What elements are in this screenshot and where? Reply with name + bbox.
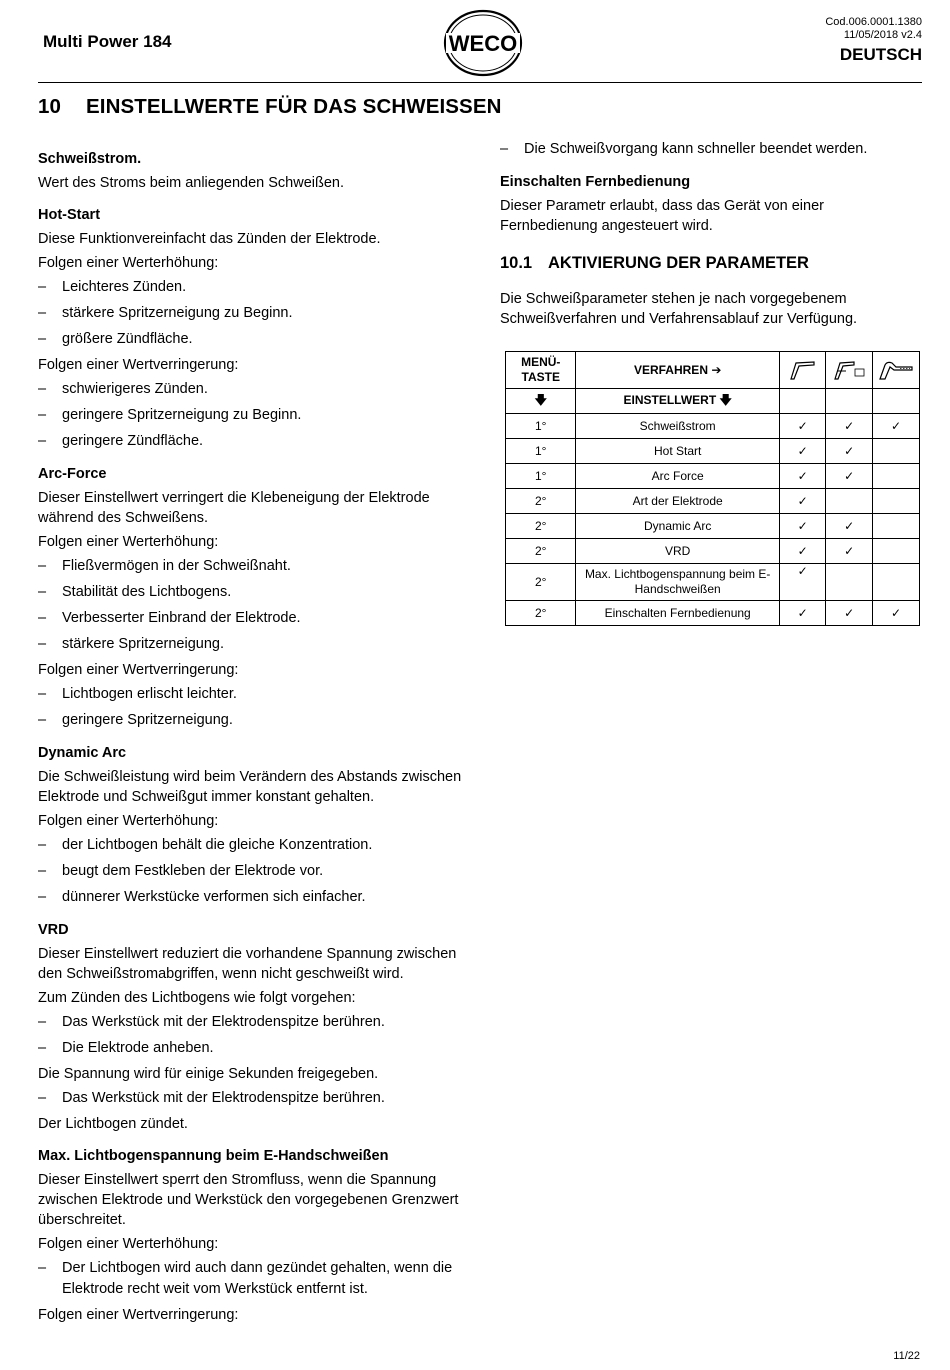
section-vrd (38, 920, 478, 1134)
left-column (38, 149, 478, 1337)
list-item: – Das Werkstück mit der Elektrodenspitze berühren. (38, 1012, 478, 1033)
table-row (506, 564, 920, 601)
check-icon: ✓ (779, 489, 825, 514)
increase-label: Folgen einer Werterhöhung: (38, 255, 219, 271)
dash-bullet: – (38, 636, 47, 652)
parameter-name-cell: Art der Elektrode (576, 489, 779, 514)
dash-bullet: – (500, 141, 509, 157)
dash-bullet: – (38, 558, 47, 574)
list-item: – geringere Zündfläche. (38, 431, 478, 452)
list-item: – schwierigeres Zünden. (38, 379, 478, 400)
section-text: Die Spannung wird für einige Sekunden freigegeben. (38, 1066, 379, 1082)
list-item: – Die Elektrode anheben. (38, 1038, 478, 1059)
dash-bullet: – (38, 584, 47, 600)
dash-bullet: – (38, 837, 47, 853)
menu-key-cell: 2° (506, 564, 576, 601)
document-date-version: 11/05/2018 v2.4 (843, 29, 922, 41)
parameter-name-cell: VRD (576, 539, 779, 564)
svg-text:WECO: WECO (448, 31, 518, 56)
section-max-arc-voltage (38, 1146, 478, 1325)
list-item: – Fließvermögen in der Schweißnaht. (38, 556, 478, 577)
table-row (506, 601, 920, 626)
header-divider (38, 82, 922, 83)
parameter-name-cell: Schweißstrom (576, 414, 779, 439)
empty-cell (873, 564, 920, 601)
list-item: – Die Schweißvorgang kann schneller beendet werden. (500, 139, 920, 160)
steps-label: Zum Zünden des Lichtbogens wie folgt vorgehen: (38, 990, 356, 1006)
decrease-label: Folgen einer Wertverringerung: (38, 1307, 239, 1323)
subchapter-title: AKTIVIERUNG DER PARAMETER (548, 254, 809, 272)
section-heading: Einschalten Fernbedienung (500, 174, 691, 190)
setting-header: EINSTELLWERT 🡇 (576, 389, 779, 414)
section-arc-force (38, 464, 478, 731)
empty-cell (873, 489, 920, 514)
table-subheader-row (506, 389, 920, 414)
dash-bullet: – (38, 433, 47, 449)
list-item: – größere Zündfläche. (38, 329, 478, 350)
table-row (506, 439, 920, 464)
parameter-name-cell: Dynamic Arc (576, 514, 779, 539)
subchapter-heading (500, 254, 920, 273)
section-heading: VRD (38, 922, 69, 938)
list-item: – beugt dem Festkleben der Elektrode vor. (38, 861, 478, 882)
menu-key-cell: 2° (506, 601, 576, 626)
dash-bullet: – (38, 407, 47, 423)
dash-bullet: – (38, 381, 47, 397)
page-number: 11/22 (893, 1350, 920, 1362)
increase-label: Folgen einer Werterhöhung: (38, 1236, 219, 1252)
section-remote-control (500, 172, 920, 236)
list-item: – Stabilität des Lichtbogens. (38, 582, 478, 603)
check-icon: ✓ (779, 601, 825, 626)
empty-cell (826, 489, 873, 514)
empty-cell (873, 439, 920, 464)
parameter-table (505, 351, 920, 626)
check-icon: ✓ (779, 464, 825, 489)
decrease-label: Folgen einer Wertverringerung: (38, 357, 239, 373)
dash-bullet: – (38, 1014, 47, 1030)
dash-bullet: – (38, 279, 47, 295)
section-text: Dieser Einstellwert verringert die Klebeneigung der Elektrode während des Schweißens. (38, 490, 430, 526)
table-header-row (506, 352, 920, 389)
list-item: – Lichtbogen erlischt leichter. (38, 684, 478, 705)
list-item: – stärkere Spritzerneigung. (38, 634, 478, 655)
dash-bullet: – (38, 1090, 47, 1106)
document-code: Cod.006.0001.1380 (825, 16, 922, 28)
process-header: VERFAHREN ➔ (576, 352, 779, 389)
empty-cell (873, 464, 920, 489)
check-icon: ✓ (779, 414, 825, 439)
list-item: – Leichteres Zünden. (38, 277, 478, 298)
check-icon: ✓ (779, 439, 825, 464)
list-item: – dünnerer Werkstücke verformen sich einfacher. (38, 887, 478, 908)
parameter-name-cell: Max. Lichtbogenspannung beim E-Handschweißen (576, 564, 779, 601)
parameter-name-cell: Arc Force (576, 464, 779, 489)
check-icon: ✓ (779, 514, 825, 539)
check-icon: ✓ (826, 514, 873, 539)
section-heading: Hot-Start (38, 207, 101, 223)
chapter-number: 10 (38, 95, 62, 118)
document-info (825, 16, 922, 64)
check-icon: ✓ (779, 539, 825, 564)
menu-key-cell: 2° (506, 489, 576, 514)
subchapter-number: 10.1 (500, 254, 533, 272)
empty-cell (826, 564, 873, 601)
list-item: – Verbesserter Einbrand der Elektrode. (38, 608, 478, 629)
mma-process-icon (779, 352, 825, 389)
table-row (506, 464, 920, 489)
section-text: Dieser Parametr erlaubt, dass das Gerät von einer Fernbedienung angesteuert wird. (500, 198, 824, 234)
parameter-name-cell: Hot Start (576, 439, 779, 464)
check-icon: ✓ (826, 601, 873, 626)
chapter-heading (38, 95, 502, 119)
dash-bullet: – (38, 863, 47, 879)
empty-cell (873, 539, 920, 564)
right-column (500, 139, 920, 626)
increase-label: Folgen einer Werterhöhung: (38, 813, 219, 829)
list-item: – Der Lichtbogen wird auch dann gezündet gehalten, wenn die Elektrode recht weit vom Werkstück entfernt ist. (38, 1260, 453, 1297)
check-icon: ✓ (826, 539, 873, 564)
dash-bullet: – (38, 712, 47, 728)
menu-key-header: MENÜ-TASTE (506, 352, 576, 389)
check-icon: ✓ (873, 414, 920, 439)
check-icon: ✓ (826, 439, 873, 464)
empty-cell (873, 514, 920, 539)
section-hot-start (38, 205, 478, 452)
menu-key-cell: 1° (506, 464, 576, 489)
dash-bullet: – (38, 1040, 47, 1056)
dash-bullet: – (38, 305, 47, 321)
menu-key-cell: 2° (506, 539, 576, 564)
section-schweissstrom (38, 149, 478, 193)
menu-key-cell: 1° (506, 439, 576, 464)
section-heading: Schweißstrom. (38, 151, 142, 167)
chapter-title: EINSTELLWERTE FÜR DAS SCHWEISSEN (86, 95, 502, 118)
dash-bullet: – (38, 331, 47, 347)
table-row (506, 514, 920, 539)
dash-bullet: – (38, 889, 47, 905)
section-heading: Max. Lichtbogenspannung beim E-Handschweißen (38, 1148, 389, 1164)
document-language: DEUTSCH (839, 45, 922, 64)
parameter-rows (506, 414, 920, 626)
check-icon: ✓ (826, 464, 873, 489)
decrease-label: Folgen einer Wertverringerung: (38, 662, 239, 678)
table-row (506, 414, 920, 439)
mma-vrd-process-icon (826, 352, 873, 389)
menu-key-cell: 2° (506, 514, 576, 539)
check-icon: ✓ (873, 601, 920, 626)
section-text: Dieser Einstellwert sperrt den Stromfluss, wenn die Spannung zwischen Elektrode und Werkstück den vorgegebenen Grenzwert überschreitet. (38, 1172, 459, 1228)
intro-text: Die Schweißparameter stehen je nach vorgegebenem Schweißverfahren und Verfahrensablauf zur Verfügung. (500, 291, 858, 327)
check-icon: ✓ (826, 414, 873, 439)
parameter-name-cell: Einschalten Fernbedienung (576, 601, 779, 626)
increase-label: Folgen einer Werterhöhung: (38, 534, 219, 550)
list-item: – geringere Spritzerneigung zu Beginn. (38, 405, 478, 426)
dash-bullet: – (38, 1260, 47, 1276)
table-row (506, 489, 920, 514)
section-heading: Arc-Force (38, 466, 107, 482)
dash-bullet: – (38, 610, 47, 626)
menu-key-cell: 1° (506, 414, 576, 439)
dash-bullet: – (38, 686, 47, 702)
list-item: – stärkere Spritzerneigung zu Beginn. (38, 303, 478, 324)
section-text: Dieser Einstellwert reduziert die vorhandene Spannung zwischen den Schweißstromabgriffen, wenn nicht geschweißt wird. (38, 946, 457, 982)
check-icon: ✓ (779, 564, 825, 601)
list-item: – der Lichtbogen behält die gleiche Konzentration. (38, 835, 478, 856)
tig-process-icon (873, 352, 920, 389)
list-item: – geringere Spritzerneigung. (38, 710, 478, 731)
section-text: Die Schweißleistung wird beim Verändern des Abstands zwischen Elektrode und Schweißgut immer konstant gehalten. (38, 769, 462, 805)
weco-logo (442, 8, 524, 78)
down-arrow-icon: 🡇 (506, 389, 576, 414)
section-text: Der Lichtbogen zündet. (38, 1116, 188, 1132)
section-dynamic-arc (38, 743, 478, 908)
section-text: Diese Funktionvereinfacht das Zünden der Elektrode. (38, 231, 381, 247)
list-item: – Das Werkstück mit der Elektrodenspitze berühren. (38, 1088, 478, 1109)
section-heading: Dynamic Arc (38, 745, 127, 761)
product-title: Multi Power 184 (43, 32, 172, 51)
table-row (506, 539, 920, 564)
section-text: Wert des Stroms beim anliegenden Schweißen. (38, 175, 344, 191)
